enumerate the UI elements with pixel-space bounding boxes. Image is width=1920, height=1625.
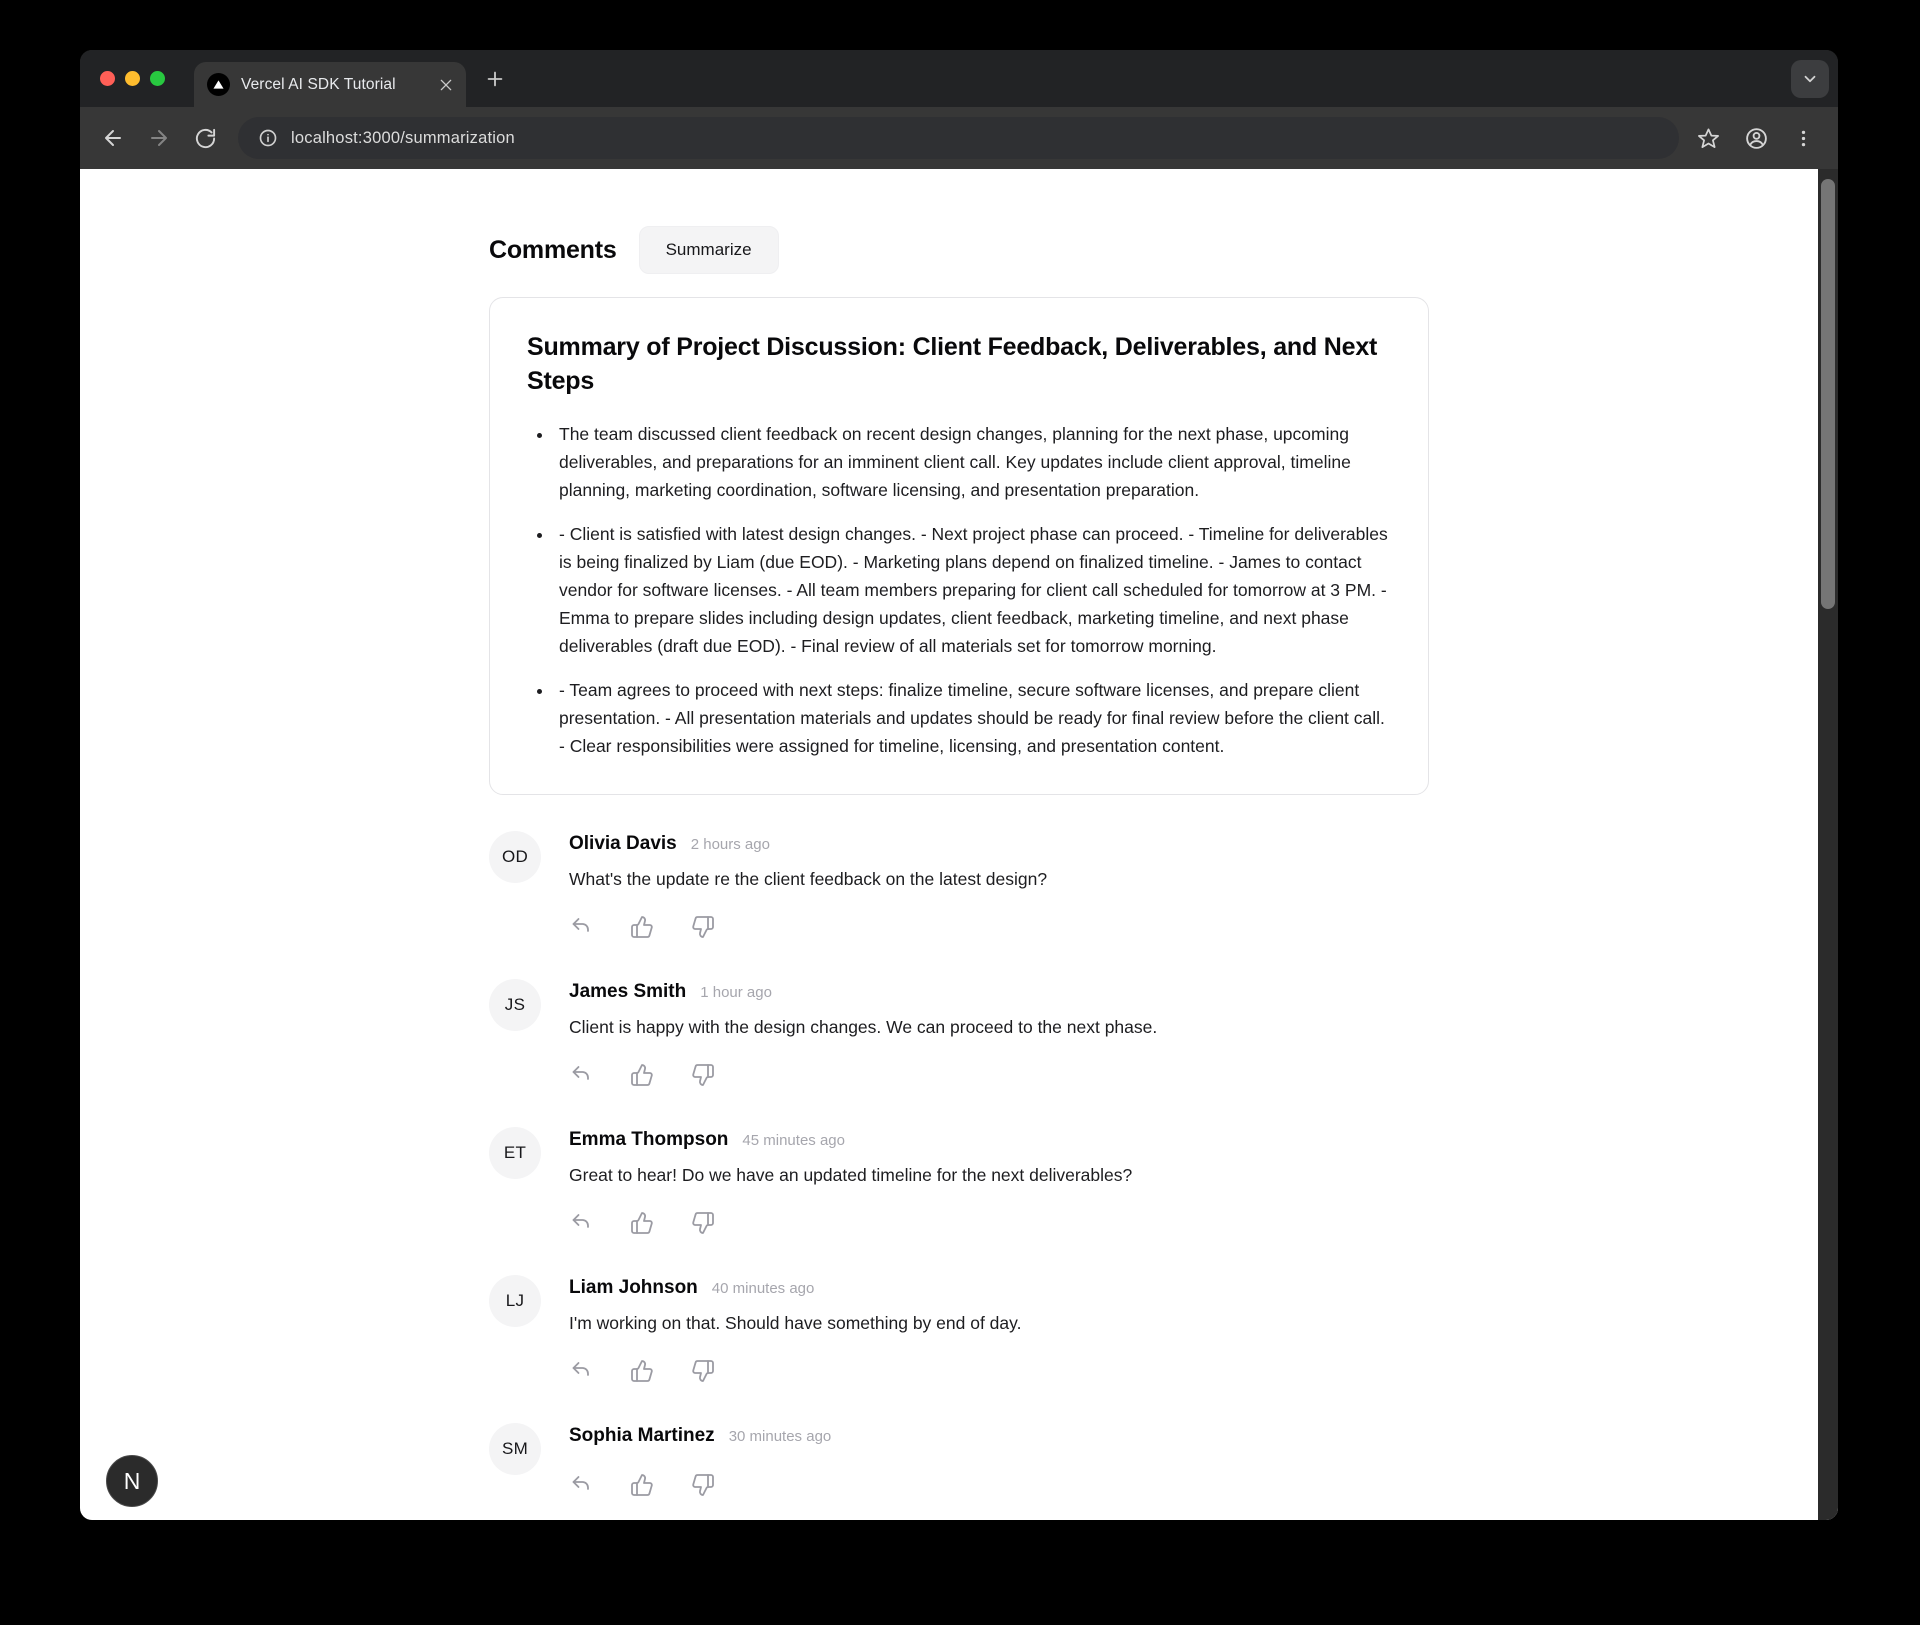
toolbar-right-cluster [1697, 126, 1814, 151]
avatar: ET [489, 1127, 541, 1179]
comment-timestamp: 45 minutes ago [742, 1132, 845, 1149]
comment-item [489, 1127, 1429, 1235]
scrollbar-track[interactable] [1818, 169, 1838, 1520]
close-window-button[interactable] [100, 71, 115, 86]
reply-icon[interactable] [569, 915, 593, 939]
comment-text: Great to hear! Do we have an updated timeline for the next deliverables? [569, 1165, 1133, 1185]
comment-body [569, 1423, 1429, 1497]
comment-text: Client is happy with the design changes. We can proceed to the next phase. [569, 1017, 1158, 1037]
comment-body [569, 1127, 1429, 1235]
zoom-window-button[interactable] [150, 71, 165, 86]
comment-timestamp: 40 minutes ago [711, 1280, 815, 1297]
comment-header [569, 1425, 1429, 1449]
new-tab-button[interactable] [480, 64, 510, 94]
scrollbar-thumb[interactable] [1821, 179, 1835, 609]
reply-icon[interactable] [569, 1359, 593, 1383]
comment-actions [569, 1473, 1429, 1497]
reply-icon[interactable] [569, 1063, 593, 1087]
bookmark-star-icon[interactable] [1697, 127, 1720, 150]
thumbs-up-icon[interactable] [630, 915, 654, 939]
comment-author: Liam Johnson [569, 1277, 698, 1298]
thumbs-up-icon[interactable] [630, 1063, 654, 1087]
vercel-logo-icon [207, 73, 230, 96]
avatar: LJ [489, 1275, 541, 1327]
comment-body [569, 831, 1429, 939]
thumbs-down-icon[interactable] [691, 1473, 715, 1497]
site-info-icon[interactable] [258, 128, 278, 148]
comment-body [569, 979, 1429, 1087]
comment-author: Emma Thompson [569, 1129, 729, 1150]
comment-author: Olivia Davis [569, 833, 677, 854]
summarize-button[interactable]: Summarize [639, 226, 779, 274]
nextjs-devtools-button[interactable]: N [106, 1455, 158, 1507]
comment-actions [569, 1063, 1429, 1087]
avatar: SM [489, 1423, 541, 1475]
comment-timestamp: 2 hours ago [690, 836, 770, 853]
comment-item [489, 1423, 1429, 1497]
address-bar[interactable] [238, 117, 1679, 159]
url-text: localhost:3000/summarization [291, 128, 515, 147]
comment-timestamp: 1 hour ago [700, 984, 772, 1001]
comment-header [569, 1277, 1429, 1301]
forward-button[interactable] [136, 115, 182, 161]
page-title: Comments [489, 235, 617, 264]
comment-text: I'm working on that. Should have something by end of day. [569, 1313, 1022, 1333]
thumbs-down-icon[interactable] [691, 1359, 715, 1383]
comment-item [489, 1275, 1429, 1383]
comment-actions [569, 1359, 1429, 1383]
tab-search-chevron-button[interactable] [1791, 60, 1829, 98]
comment-header [569, 981, 1429, 1005]
thumbs-up-icon[interactable] [630, 1473, 654, 1497]
summary-bullet: • - Client is satisfied with latest design changes. - Next project phase can proceed. - Timeline for deliverables is being finalized by Liam (due EOD). - Marketing plans depend on finalized timeline. - James to contact vendor for software licenses. - All team members preparing for client call scheduled for tomorrow at 3 PM. - Emma to prepare slides including design updates, client feedback, marketing timeline, and next phase deliverables (draft due EOD). - Final review of all materials set for tomorrow morning. [554, 520, 1391, 660]
comment-item [489, 979, 1429, 1087]
comment-author: Sophia Martinez [569, 1425, 715, 1446]
tab-title: Vercel AI SDK Tutorial [241, 75, 396, 93]
summary-card [489, 297, 1429, 795]
summary-title: Summary of Project Discussion: Client Feedback, Deliverables, and Next Steps [527, 333, 1378, 395]
comments-list [489, 831, 1429, 1497]
reload-button[interactable] [182, 115, 228, 161]
minimize-window-button[interactable] [125, 71, 140, 86]
browser-toolbar [80, 107, 1838, 169]
summarization-page [489, 169, 1429, 1497]
comment-text: What's the update re the client feedback on the latest design? [569, 869, 1048, 889]
tab-close-icon[interactable] [438, 77, 454, 93]
thumbs-up-icon[interactable] [630, 1211, 654, 1235]
thumbs-down-icon[interactable] [691, 1211, 715, 1235]
comment-header [569, 833, 1429, 857]
window-controls [100, 71, 165, 86]
page-viewport [80, 169, 1838, 1520]
comment-actions [569, 1211, 1429, 1235]
tab-strip [80, 50, 1838, 107]
page-header [489, 225, 1429, 275]
browser-menu-icon[interactable] [1793, 128, 1814, 149]
comment-author: James Smith [569, 981, 687, 1002]
summary-bullets [527, 420, 1391, 760]
comment-timestamp: 30 minutes ago [728, 1428, 832, 1445]
thumbs-up-icon[interactable] [630, 1359, 654, 1383]
thumbs-down-icon[interactable] [691, 1063, 715, 1087]
comment-actions [569, 915, 1429, 939]
reply-icon[interactable] [569, 1473, 593, 1497]
reply-icon[interactable] [569, 1211, 593, 1235]
browser-window [80, 50, 1838, 1520]
summary-bullet: • The team discussed client feedback on recent design changes, planning for the next phase, upcoming deliverables, and preparations for an imminent client call. Key updates include client approval, timeline planning, marketing coordination, software licensing, and presentation preparation. [554, 420, 1391, 504]
comment-item [489, 831, 1429, 939]
avatar: JS [489, 979, 541, 1031]
comment-body [569, 1275, 1429, 1383]
browser-tab[interactable] [194, 62, 466, 107]
comment-header [569, 1129, 1429, 1153]
summary-bullet: • - Team agrees to proceed with next steps: finalize timeline, secure software licenses, and prepare client presentation. - All presentation materials and updates should be ready for final review before the client call. - Clear responsibilities were assigned for timeline, licensing, and presentation content. [554, 676, 1391, 760]
back-button[interactable] [90, 115, 136, 161]
avatar: OD [489, 831, 541, 883]
profile-icon[interactable] [1744, 126, 1769, 151]
thumbs-down-icon[interactable] [691, 915, 715, 939]
